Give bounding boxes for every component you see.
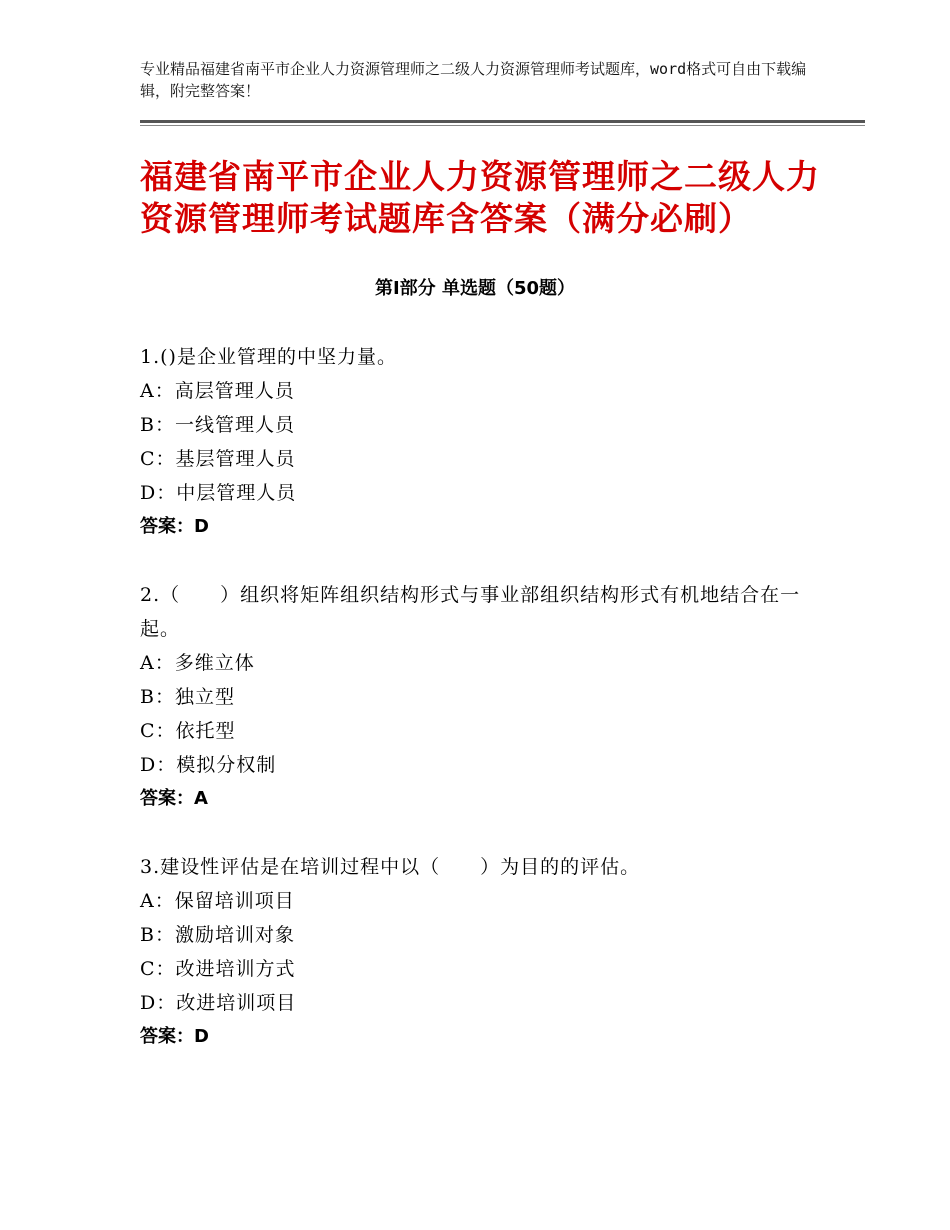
question-stem: 2.（ ）组织将矩阵组织结构形式与事业部组织结构形式有机地结合在一起。 (140, 584, 801, 640)
option-d: D：改进培训项目 (140, 992, 297, 1014)
option-d: D：模拟分权制 (140, 754, 277, 776)
option-b: B：激励培训对象 (140, 924, 295, 946)
question-2 (140, 578, 820, 816)
question-list (140, 340, 820, 1088)
question-1 (140, 340, 820, 544)
option-a: A：高层管理人员 (140, 380, 295, 402)
answer: 答案：A (140, 788, 208, 809)
section-heading: 第Ⅰ部分 单选题（50题） (374, 278, 575, 299)
option-c: C：改进培训方式 (140, 958, 296, 980)
document-title: 福建省南平市企业人力资源管理师之二级人力资源管理师考试题库含答案（满分必刷） (140, 157, 820, 238)
option-d: D：中层管理人员 (140, 482, 297, 504)
header-note: 专业精品福建省南平市企业人力资源管理师之二级人力资源管理师考试题库，word格式可自由下载编辑，附完整答案！ (140, 60, 807, 100)
option-a: A：多维立体 (140, 652, 255, 674)
option-c: C：依托型 (140, 720, 236, 742)
option-a: A：保留培训项目 (140, 890, 295, 912)
question-stem: 1.()是企业管理的中坚力量。 (140, 346, 397, 368)
answer: 答案：D (140, 1026, 209, 1047)
option-b: B：一线管理人员 (140, 414, 295, 436)
question-stem: 3.建设性评估是在培训过程中以（ ）为目的的评估。 (140, 856, 641, 878)
header-rule (140, 120, 865, 123)
header-rule-thin (140, 125, 865, 126)
option-b: B：独立型 (140, 686, 235, 708)
answer: 答案：D (140, 516, 209, 537)
option-c: C：基层管理人员 (140, 448, 296, 470)
question-3 (140, 850, 820, 1054)
